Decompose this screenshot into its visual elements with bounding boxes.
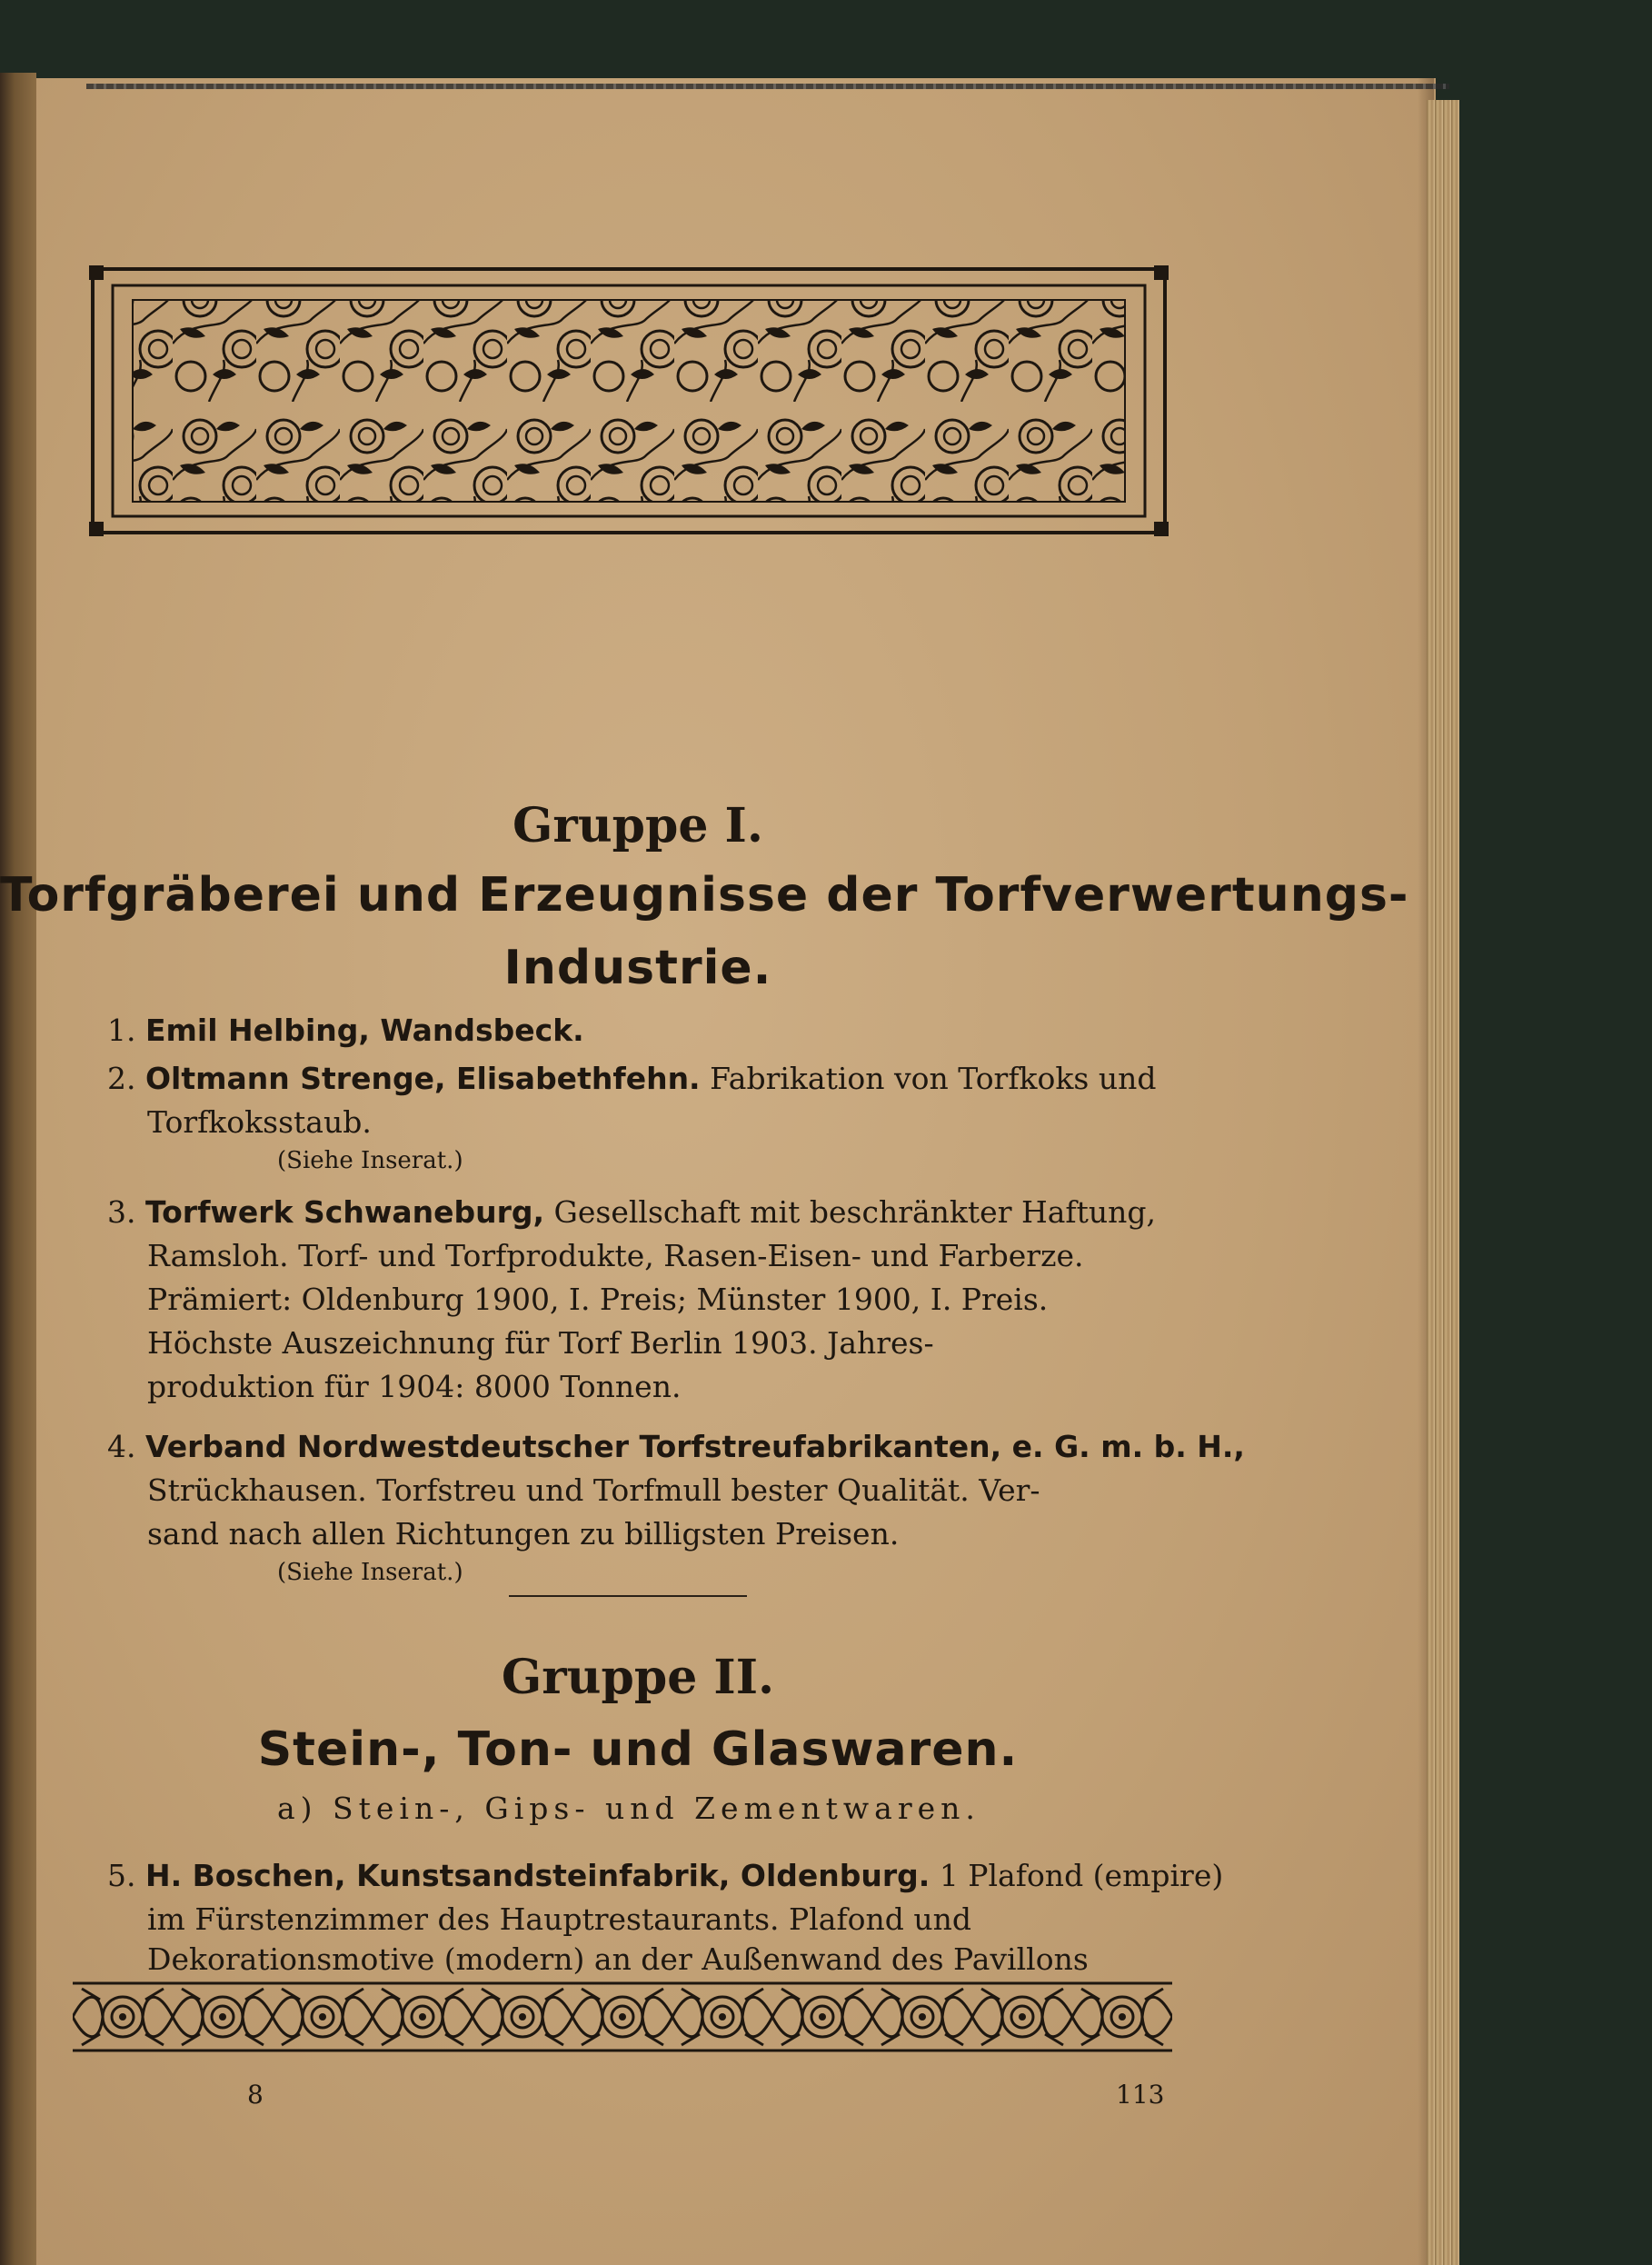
group-2-title: Gruppe II. <box>501 1650 775 1705</box>
section-divider <box>509 1595 747 1597</box>
entry-note: (Siehe Inserat.) <box>277 1559 463 1586</box>
entry-text-line: Torfkoksstaub. <box>147 1104 372 1140</box>
group-1-subtitle-line2: Industrie. <box>503 941 772 995</box>
entry-number: 4. <box>107 1429 136 1464</box>
entry-number: 2. <box>107 1061 136 1096</box>
entry-text: Gesellschaft mit beschränkter Haftung, <box>553 1194 1157 1230</box>
entry-4 <box>107 1425 1245 1469</box>
entry-firm: H. Boschen, Kunstsandsteinfabrik, Oldenburg. <box>145 1858 930 1893</box>
entry-firm: Oltmann Strenge, Elisabethfehn. <box>145 1061 701 1096</box>
entry-text-line: Höchste Auszeichnung für Torf Berlin 1903. Jahres- <box>147 1325 934 1361</box>
entry-text-line: Strückhausen. Torfstreu und Torfmull bester Qualität. Ver- <box>147 1472 1040 1508</box>
entry-2 <box>107 1057 1156 1101</box>
page-number: 113 <box>1116 2080 1165 2110</box>
entry-text-line: Ramsloh. Torf- und Torfprodukte, Rasen-Eisen- und Farberze. <box>147 1238 1084 1273</box>
group-1-title: Gruppe I. <box>513 798 763 853</box>
subsection-a-heading: a) Stein-, Gips- und Zementwaren. <box>277 1791 980 1826</box>
group-1-subtitle-line1: Torfgräberei und Erzeugnisse der Torfverwertungs- <box>0 868 1409 923</box>
entry-number: 5. <box>107 1858 136 1893</box>
binding-thread-line <box>86 84 1449 89</box>
entry-number: 3. <box>107 1194 136 1230</box>
floral-header-ornament <box>89 265 1169 536</box>
entry-text-line: Prämiert: Oldenburg 1900, I. Preis; Münster 1900, I. Preis. <box>147 1282 1049 1317</box>
entry-note: (Siehe Inserat.) <box>277 1147 463 1174</box>
entry-firm: Verband Nordwestdeutscher Torfstreufabrikanten, e. G. m. b. H., <box>145 1429 1245 1464</box>
group-2-subtitle: Stein-, Ton- und Glaswaren. <box>257 1722 1019 1777</box>
entry-text: Fabrikation von Torfkoks und <box>710 1061 1157 1096</box>
previous-page-edge <box>0 73 36 2265</box>
entry-number: 1. <box>107 1013 136 1048</box>
signature-mark: 8 <box>247 2080 264 2110</box>
entry-firm: Emil Helbing, Wandsbeck. <box>145 1013 584 1048</box>
entry-3 <box>107 1191 1156 1234</box>
footer-ornament-band <box>73 1981 1172 2052</box>
entry-text-line: produktion für 1904: 8000 Tonnen. <box>147 1369 682 1404</box>
entry-text-line: im Fürstenzimmer des Hauptrestaurants. Plafond und <box>147 1901 972 1937</box>
entry-1 <box>107 1009 584 1053</box>
entry-text-line: Dekorationsmotive (modern) an der Außenwand des Pavillons <box>147 1941 1089 1977</box>
page-fore-edge <box>1427 100 1459 2265</box>
entry-text-line: sand nach allen Richtungen zu billigsten Preisen. <box>147 1516 900 1552</box>
entry-text: 1 Plafond (empire) <box>939 1858 1224 1893</box>
entry-firm: Torfwerk Schwaneburg, <box>145 1194 545 1230</box>
entry-5 <box>107 1854 1223 1898</box>
